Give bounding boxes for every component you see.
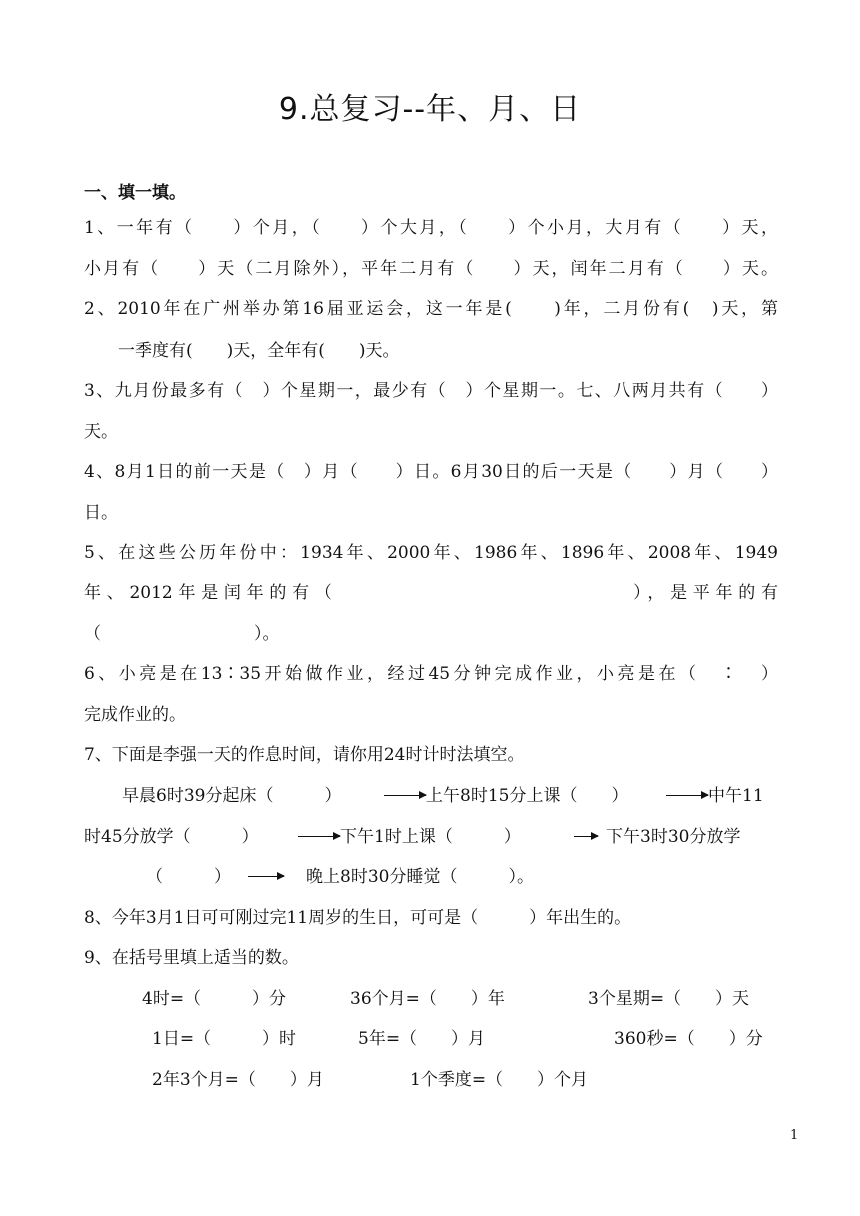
q7-line1: 7、下面是李强一天的作息时间，请你用24时计时法填空。 <box>84 745 525 765</box>
q5-line1: 5、在这些公历年份中：1934年、2000年、1986年、1896年、2008年、1949 <box>84 543 778 563</box>
q1-line1: 1、一年有（ ）个月，（ ）个大月，（ ）个小月，大月有（ ）天， <box>84 218 778 238</box>
q4-line2: 日。 <box>84 503 118 523</box>
arrow-icon <box>384 795 426 796</box>
q3-line1: 3、九月份最多有（ ）个星期一，最少有（ ）个星期一。七、八两月共有（ ） <box>84 381 778 401</box>
conversion-quarter-months: 1个季度=（ ）个月 <box>410 1070 589 1090</box>
q5-line3: （ ）。 <box>84 624 280 644</box>
section-heading: 一、填一填。 <box>84 183 186 203</box>
arrow-icon <box>298 836 340 837</box>
q6-line2: 完成作业的。 <box>84 705 186 725</box>
conversion-weeks-days: 3个星期=（ ）天 <box>588 989 750 1009</box>
schedule-noon: 中午11 <box>708 786 764 806</box>
conversion-hours-minutes: 4时=（ ）分 <box>142 989 287 1009</box>
q1-line2: 小月有（ ）天（二月除外），平年二月有（ ）天，闰年二月有（ ）天。 <box>84 259 778 279</box>
schedule-noon-time: 时45分放学（ ） <box>84 827 259 847</box>
page-title: 9.总复习--年、月、日 <box>278 92 582 127</box>
q2-line1: 2、2010年在广州举办第16届亚运会，这一年是( )年，二月份有( )天，第 <box>84 299 778 319</box>
conversion-years-months: 5年=（ ）月 <box>358 1029 486 1049</box>
arrow-icon <box>574 836 598 837</box>
conversion-seconds-minutes: 360秒=（ ）分 <box>614 1029 763 1049</box>
schedule-wake: 早晨6时39分起床（ ） <box>122 786 342 806</box>
conversion-months-years: 36个月=（ ）年 <box>350 989 505 1009</box>
q9-line1: 9、在括号里填上适当的数。 <box>84 948 299 968</box>
q2-line2: 一季度有( )天，全年有( )天。 <box>118 341 400 361</box>
q3-line2: 天。 <box>84 422 118 442</box>
arrow-icon <box>666 795 708 796</box>
arrow-icon <box>248 876 284 877</box>
q5-line2: 年、2012年是闰年的有（ ），是平年的有 <box>84 583 778 603</box>
schedule-dismiss-pm: 下午3时30分放学 <box>606 827 741 847</box>
q4-line1: 4、8月1日的前一天是（ ）月（ ）日。6月30日的后一天是（ ）月（ ） <box>84 462 778 482</box>
conversion-years-months-mixed: 2年3个月=（ ）月 <box>152 1070 324 1090</box>
q6-line1: 6、小亮是在13∶35开始做作业，经过45分钟完成作业，小亮是在（ ∶ ） <box>84 664 778 684</box>
page-number: 1 <box>790 1128 799 1143</box>
schedule-class-am: 上午8时15分上课（ ） <box>426 786 629 806</box>
schedule-class-pm: 下午1时上课（ ） <box>340 827 521 847</box>
schedule-sleep: 晚上8时30分睡觉（ ）。 <box>306 867 534 887</box>
schedule-dismiss-time: （ ） <box>146 867 231 887</box>
conversion-days-hours: 1日=（ ）时 <box>152 1029 297 1049</box>
q8-line: 8、今年3月1日可可刚过完11周岁的生日，可可是（ ）年出生的。 <box>84 908 632 928</box>
